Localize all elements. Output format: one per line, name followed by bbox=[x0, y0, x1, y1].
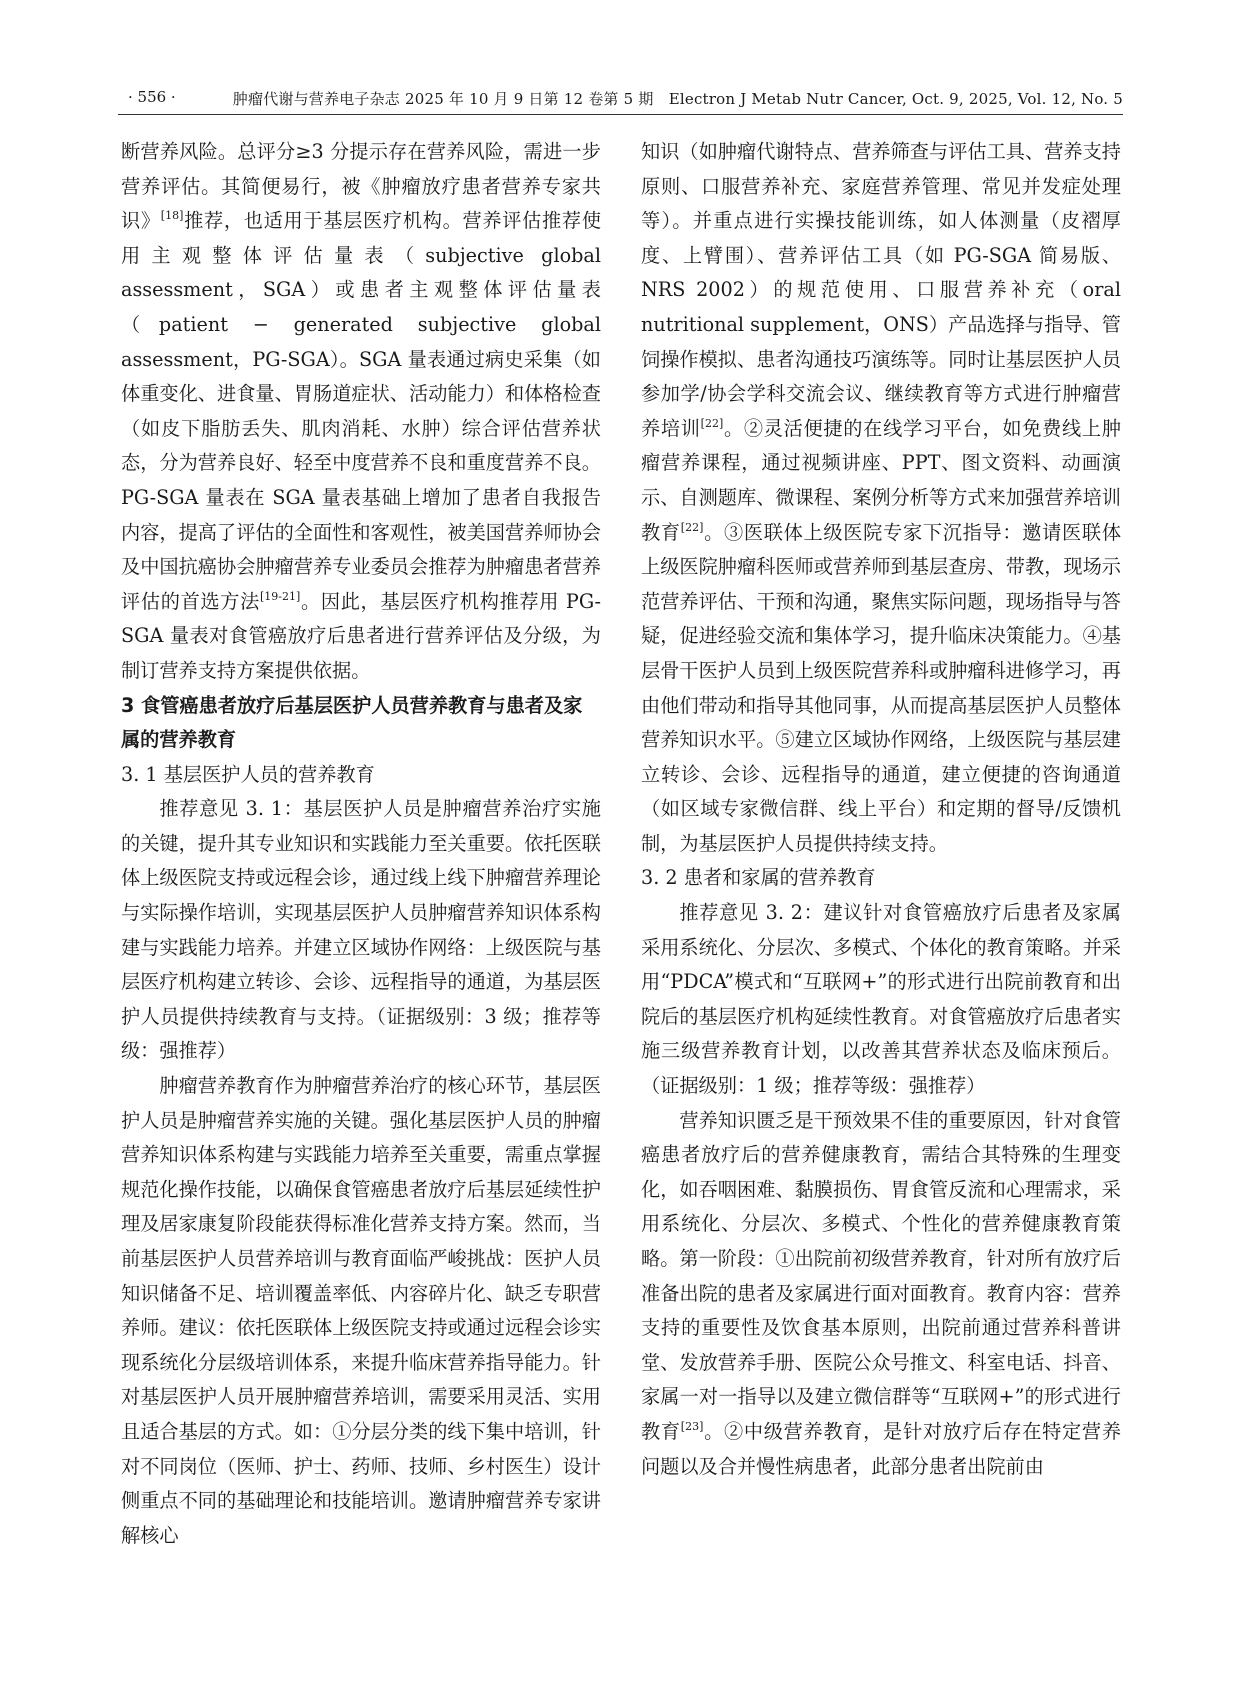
section-heading-3: 3 食管癌患者放疗后基层医护人员营养教育与患者及家属的营养教育 bbox=[121, 693, 583, 752]
citation-ref: [23] bbox=[680, 1419, 704, 1433]
subsection-heading-3-1: 3. 1 基层医护人员的营养教育 bbox=[121, 762, 375, 786]
left-column bbox=[121, 135, 601, 1553]
paragraph-training-methods: 知识（如肿瘤代谢特点、营养筛查与评估工具、营养支持原则、口服营养补充、家庭营养管理、常见并发症处理等）。并重点进行实操技能训练，如人体测量（皮褶厚度、上臂围）、营养评估工具（如 PG-SGA 简易版、NRS 2002）的规范使用、口服营养补充（oral nutritional supplement，ONS）产品选择与指导、管饲操作模拟、患者沟通技巧演练等。同时让基层医护人员参加学/协会学科交流会议、继续教育等方式进行肿瘤营养培训[22]。②灵活便捷的在线学习平台，如免费线上肿瘤营养课程，通过视频讲座、PPT、图文资料、动画演示、自测题库、微课程、案例分析等方式来加强营养培训教育[22]。③医联体上级医院专家下沉指导：邀请医联体上级医院肿瘤科医师或营养师到基层查房、带教，现场示范营养评估、干预和沟通，聚焦实际问题，现场指导与答疑，促进经验交流和集体学习，提升临床决策能力。④基层骨干医护人员到上级医院营养科或肿瘤科进修学习，再由他们带动和指导其他同事，从而提高基层医护人员整体营养知识水平。⑤建立区域协作网络，上级医院与基层建立转诊、会诊、远程指导的通道，建立便捷的咨询通道（如区域专家微信群、线上平台）和定期的督导/反馈机制，为基层医护人员提供持续支持。 bbox=[641, 140, 1122, 855]
journal-citation: 肿瘤代谢与营养电子杂志 2025 年 10 月 9 日第 12 卷第 5 期 Electron J Metab Nutr Cancer, Oct. 9, 2025, Vol. 12, No. 5 bbox=[232, 90, 1123, 108]
paragraph-patient-education: 营养知识匮乏是干预效果不佳的重要原因，针对食管癌患者放疗后的营养健康教育，需结合其特殊的生理变化，如吞咽困难、黏膜损伤、胃食管反流和心理需求，采用系统化、分层次、多模式、个性化的营养健康教育策略。第一阶段：①出院前初级营养教育，针对所有放疗后准备出院的患者及家属进行面对面教育。教育内容：营养支持的重要性及饮食基本原则，出院前通过营养科普讲堂、发放营养手册、医院公众号推文、科室电话、抖音、家属一对一指导以及建立微信群等“互联网+”的形式进行教育[23]。②中级营养教育，是针对放疗后存在特定营养问题以及合并慢性病患者，此部分患者出院前由 bbox=[641, 1108, 1122, 1478]
right-column bbox=[641, 135, 1121, 1484]
page-number: · 556 · bbox=[128, 88, 176, 106]
recommendation-3-1: 推荐意见 3. 1：基层医护人员是肿瘤营养治疗实施的关键，提升其专业知识和实践能力至关重要。依托医联体上级医院支持或远程会诊，通过线上线下肿瘤营养理论与实际操作培训，实现基层医护人员肿瘤营养知识体系构建与实践能力培养。并建立区域协作网络：上级医院与基层医疗机构建立转诊、会诊、远程指导的通道，为基层医护人员提供持续教育与支持。（证据级别：3 级；推荐等级：强推荐） bbox=[121, 797, 601, 1063]
running-header bbox=[118, 84, 1123, 115]
citation-ref: [19-21] bbox=[260, 589, 301, 603]
citation-ref: [22] bbox=[680, 520, 704, 534]
recommendation-3-2: 推荐意见 3. 2：建议针对食管癌放疗后患者及家属采用系统化、分层次、多模式、个体化的教育策略。并采用“PDCA”模式和“互联网+”的形式进行出院前教育和出院后的基层医疗机构延续性教育。对食管癌放疗后患者实施三级营养教育计划，以改善其营养状态及临床预后。（证据级别：1 级；推荐等级：强推荐） bbox=[641, 901, 1121, 1098]
subsection-heading-3-2: 3. 2 患者和家属的营养教育 bbox=[641, 866, 876, 890]
citation-ref: [18] bbox=[160, 209, 184, 223]
citation-ref: [22] bbox=[700, 416, 724, 430]
paragraph-assessment: 断营养风险。总评分≥3 分提示存在营养风险，需进一步营养评估。其简便易行，被《肿瘤放疗患者营养专家共识》[18]推荐，也适用于基层医疗机构。营养评估推荐使用主观整体评估量表（subjective global assessment，SGA）或患者主观整体评估量表（patient − generated subjective global assessment，PG-SGA）。SGA 量表通过病史采集（如体重变化、进食量、胃肠道症状、活动能力）和体格检查（如皮下脂肪丢失、肌肉消耗、水肿）综合评估营养状态，分为营养良好、轻至中度营养不良和重度营养不良。PG-SGA 量表在 SGA 量表基础上增加了患者自我报告内容，提高了评估的全面性和客观性，被美国营养师协会及中国抗癌协会肿瘤营养专业委员会推荐为肿瘤患者营养评估的首选方法[19-21]。因此，基层医疗机构推荐用 PG-SGA 量表对食管癌放疗后患者进行营养评估及分级，为制订营养支持方案提供依据。 bbox=[121, 140, 602, 682]
paragraph-staff-education: 肿瘤营养教育作为肿瘤营养治疗的核心环节，基层医护人员是肿瘤营养实施的关键。强化基层医护人员的肿瘤营养知识体系构建与实践能力培养至关重要，需重点掌握规范化操作技能，以确保食管癌患者放疗后基层延续性护理及居家康复阶段能获得标准化营养支持方案。然而，当前基层医护人员营养培训与教育面临严峻挑战：医护人员知识储备不足、培训覆盖率低、内容碎片化、缺乏专职营养师。建议：依托医联体上级医院支持或通过远程会诊实现系统化分层级培训体系，来提升临床营养指导能力。针对基层医护人员开展肿瘤营养培训，需要采用灵活、实用且适合基层的方式。如：①分层分类的线下集中培训，针对不同岗位（医师、护士、药师、技师、乡村医生）设计侧重点不同的基础理论和技能培训。邀请肿瘤营养专家讲解核心 bbox=[121, 1074, 601, 1547]
